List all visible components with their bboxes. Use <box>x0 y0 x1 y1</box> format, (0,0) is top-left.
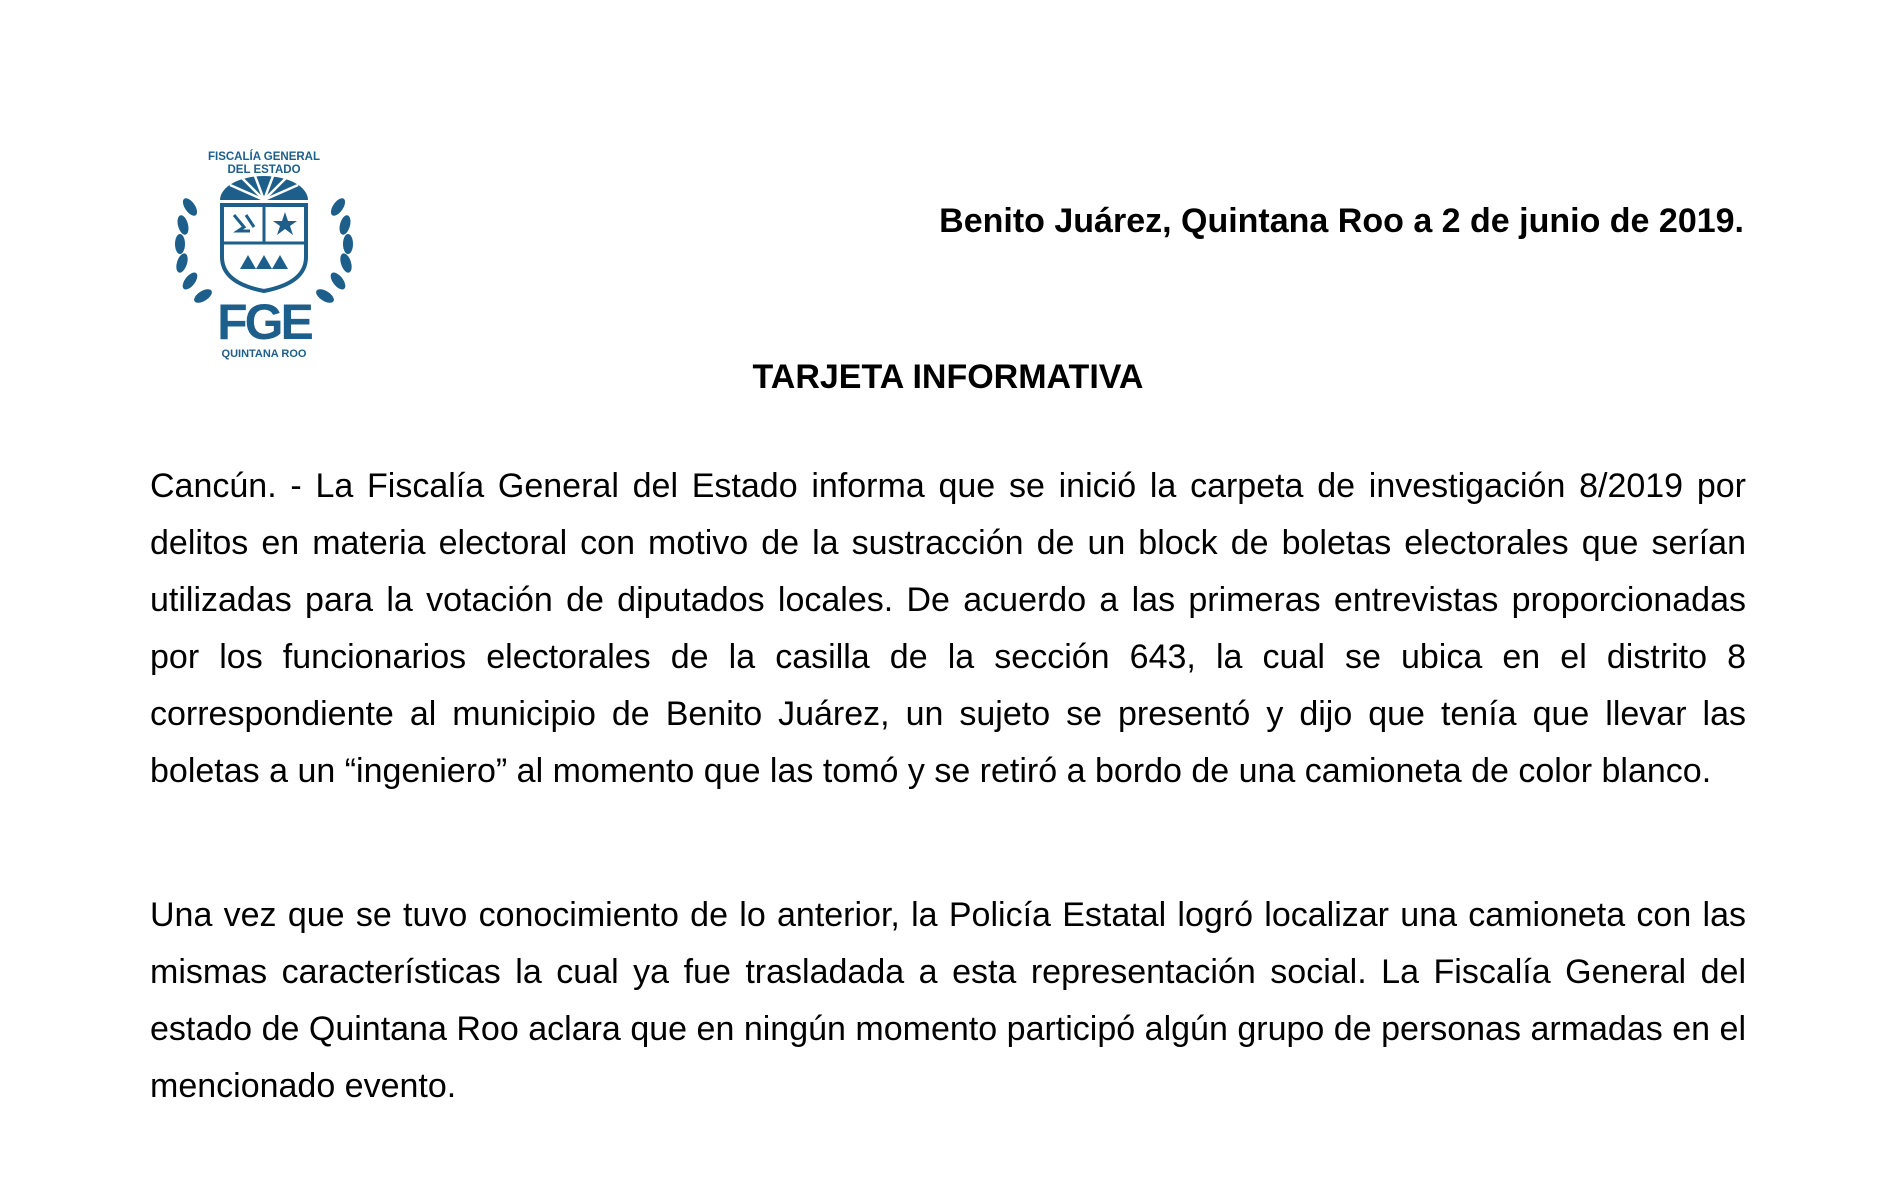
sunburst-icon <box>220 176 308 200</box>
logo-agency-line2: DEL ESTADO <box>227 164 301 176</box>
document-title: TARJETA INFORMATIVA <box>752 358 1144 396</box>
fge-emblem-icon <box>150 145 378 361</box>
logo-agency-line1: FISCALÍA GENERAL <box>207 151 321 163</box>
paragraph-2: Una vez que se tuvo conocimiento de lo anterior, la Policía Estatal logró localizar una camioneta con las mismas características la cual ya fue trasladada a esta representación social. La Fiscalía General del estado de Quintana Roo aclara que en ningún momento participó algún grupo de personas armadas en el mencionado evento. <box>150 896 1746 1105</box>
fge-logo <box>150 145 378 361</box>
paragraph-1: Cancún. - La Fiscalía General del Estado informa que se inició la carpeta de investigación 8/2019 por delitos en materia electoral con motivo de la sustracción de un block de boletas electorales que serían utilizadas para la votación de diputados locales. De acuerdo a las primeras entrevistas proporcionadas por los funcionarios electorales de la casilla de la sección 643, la cual se ubica en el distrito 8 correspondiente al municipio de Benito Juárez, un sujeto se presentó y dijo que tenía que llevar las boletas a un “ingeniero” al momento que las tomó y se retiró a bordo de una camioneta de color blanco. <box>150 467 1746 790</box>
date-line: Benito Juárez, Quintana Roo a 2 de junio de 2019. <box>939 202 1744 240</box>
logo-state: QUINTANA ROO <box>221 348 307 360</box>
logo-acronym: FGE <box>217 294 311 350</box>
triangles-icon <box>240 255 288 269</box>
